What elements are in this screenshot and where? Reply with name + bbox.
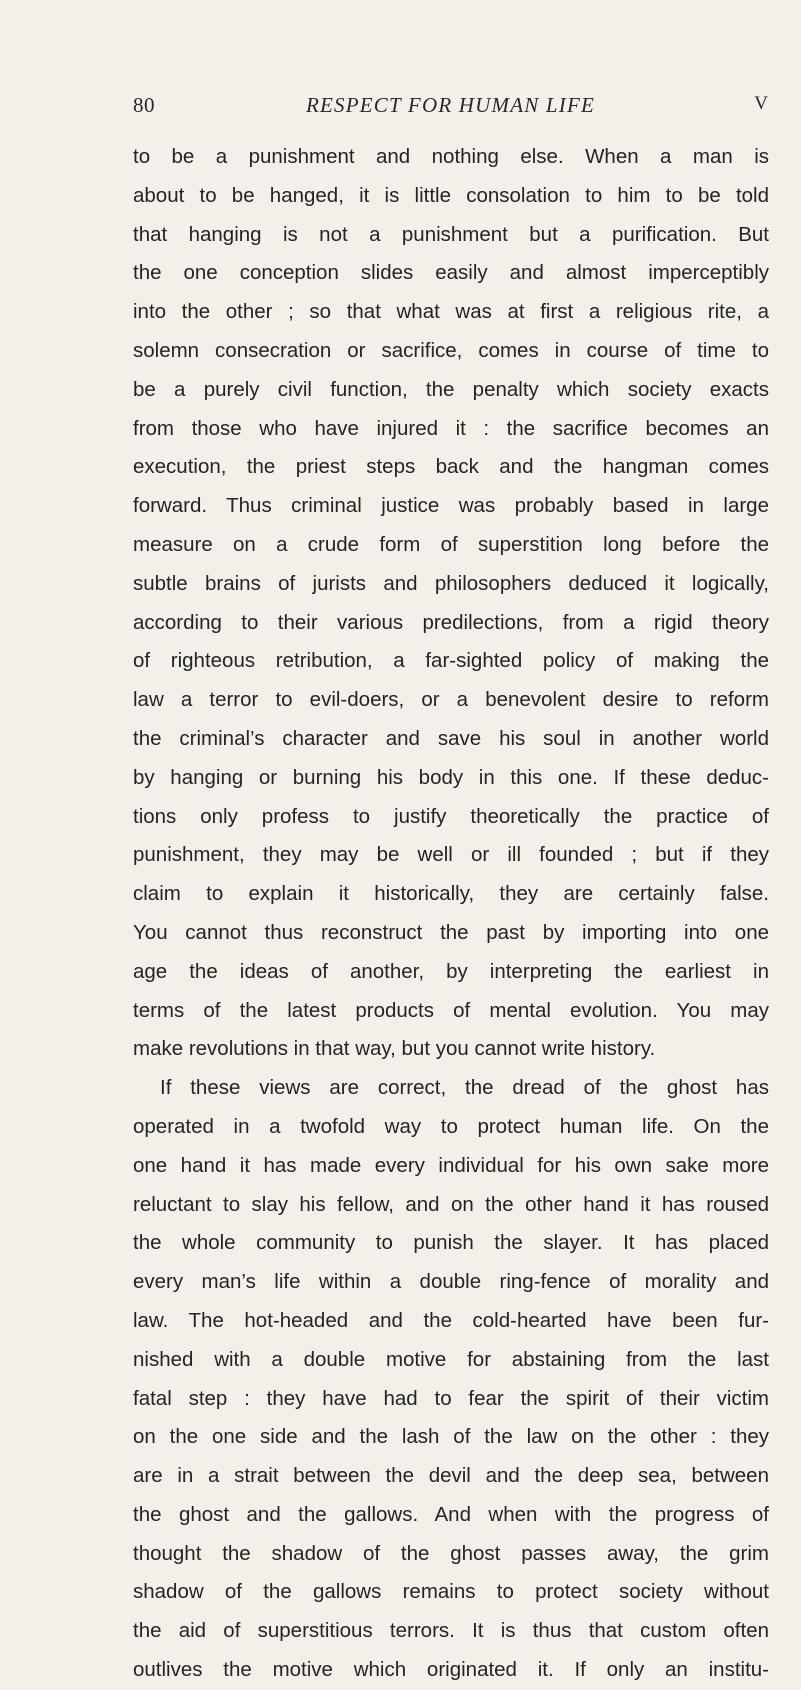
- text-line: one hand it has made every individual for his own sake more: [133, 1153, 769, 1177]
- text-line: age the ideas of another, by interpreting the earliest in: [133, 959, 769, 983]
- text-line: according to their various predilections, from a rigid theory: [133, 610, 769, 634]
- text-line: forward. Thus criminal justice was probably based in large: [133, 494, 769, 518]
- text-line: make revolutions in that way, but you cannot write history.: [133, 1037, 656, 1061]
- text-line: operated in a twofold way to protect human life. On the: [133, 1114, 769, 1138]
- text-line: the whole community to punish the slayer. It has placed: [133, 1231, 769, 1255]
- text-line: If these views are correct, the dread of the ghost has: [160, 1076, 769, 1100]
- text-line: into the other ; so that what was at first a religious rite, a: [133, 300, 769, 324]
- text-line: law a terror to evil-doers, or a benevolent desire to reform: [133, 688, 769, 712]
- chapter-number: V: [754, 93, 768, 114]
- text-line: law. The hot-headed and the cold-hearted have been fur-: [133, 1308, 769, 1332]
- page-header: [133, 93, 768, 123]
- text-line: shadow of the gallows remains to protect society without: [133, 1580, 769, 1604]
- text-line: subtle brains of jurists and philosophers deduced it logically,: [133, 571, 769, 595]
- text-line: the criminal’s character and save his soul in another world: [133, 726, 769, 750]
- text-line: You cannot thus reconstruct the past by importing into one: [133, 920, 769, 944]
- text-line: the ghost and the gallows. And when with the progress of: [133, 1502, 769, 1526]
- body-text: [133, 138, 769, 1690]
- text-line: reluctant to slay his fellow, and on the other hand it has roused: [133, 1192, 769, 1216]
- text-line: solemn consecration or sacrifice, comes in course of time to: [133, 338, 769, 362]
- text-line: the one conception slides easily and almost imperceptibly: [133, 261, 769, 285]
- text-line: every man’s life within a double ring-fence of morality and: [133, 1270, 769, 1294]
- text-line: tions only profess to justify theoretically the practice of: [133, 804, 769, 828]
- text-line: measure on a crude form of superstition long before the: [133, 532, 769, 556]
- text-line: by hanging or burning his body in this one. If these deduc-: [133, 765, 769, 789]
- text-line: outlives the motive which originated it. If only an institu-: [133, 1658, 769, 1682]
- running-title: RESPECT FOR HUMAN LIFE: [305, 93, 596, 117]
- text-line: the aid of superstitious terrors. It is thus that custom often: [133, 1619, 769, 1643]
- paragraph: [133, 1069, 769, 1690]
- text-line: nished with a double motive for abstaining from the last: [133, 1347, 769, 1371]
- text-line: of righteous retribution, a far-sighted policy of making the: [133, 649, 769, 673]
- text-line: fatal step : they have had to fear the spirit of their victim: [133, 1386, 769, 1410]
- text-line: on the one side and the lash of the law on the other : they: [133, 1425, 769, 1449]
- paragraph: [133, 138, 769, 1069]
- page-number: 80: [133, 93, 155, 117]
- text-line: be a purely civil function, the penalty which society exacts: [133, 377, 769, 401]
- text-line: execution, the priest steps back and the hangman comes: [133, 455, 769, 479]
- text-line: punishment, they may be well or ill founded ; but if they: [133, 843, 769, 867]
- text-line: to be a punishment and nothing else. When a man is: [133, 145, 769, 168]
- text-line: claim to explain it historically, they are certainly false.: [133, 882, 769, 906]
- text-line: are in a strait between the devil and the deep sea, between: [133, 1464, 769, 1488]
- text-line: terms of the latest products of mental evolution. You may: [133, 998, 769, 1022]
- text-line: that hanging is not a punishment but a purification. But: [133, 222, 769, 246]
- text-line: about to be hanged, it is little consolation to him to be told: [133, 183, 769, 207]
- text-line: thought the shadow of the ghost passes away, the grim: [133, 1541, 769, 1565]
- text-line: from those who have injured it : the sacrifice becomes an: [133, 416, 769, 440]
